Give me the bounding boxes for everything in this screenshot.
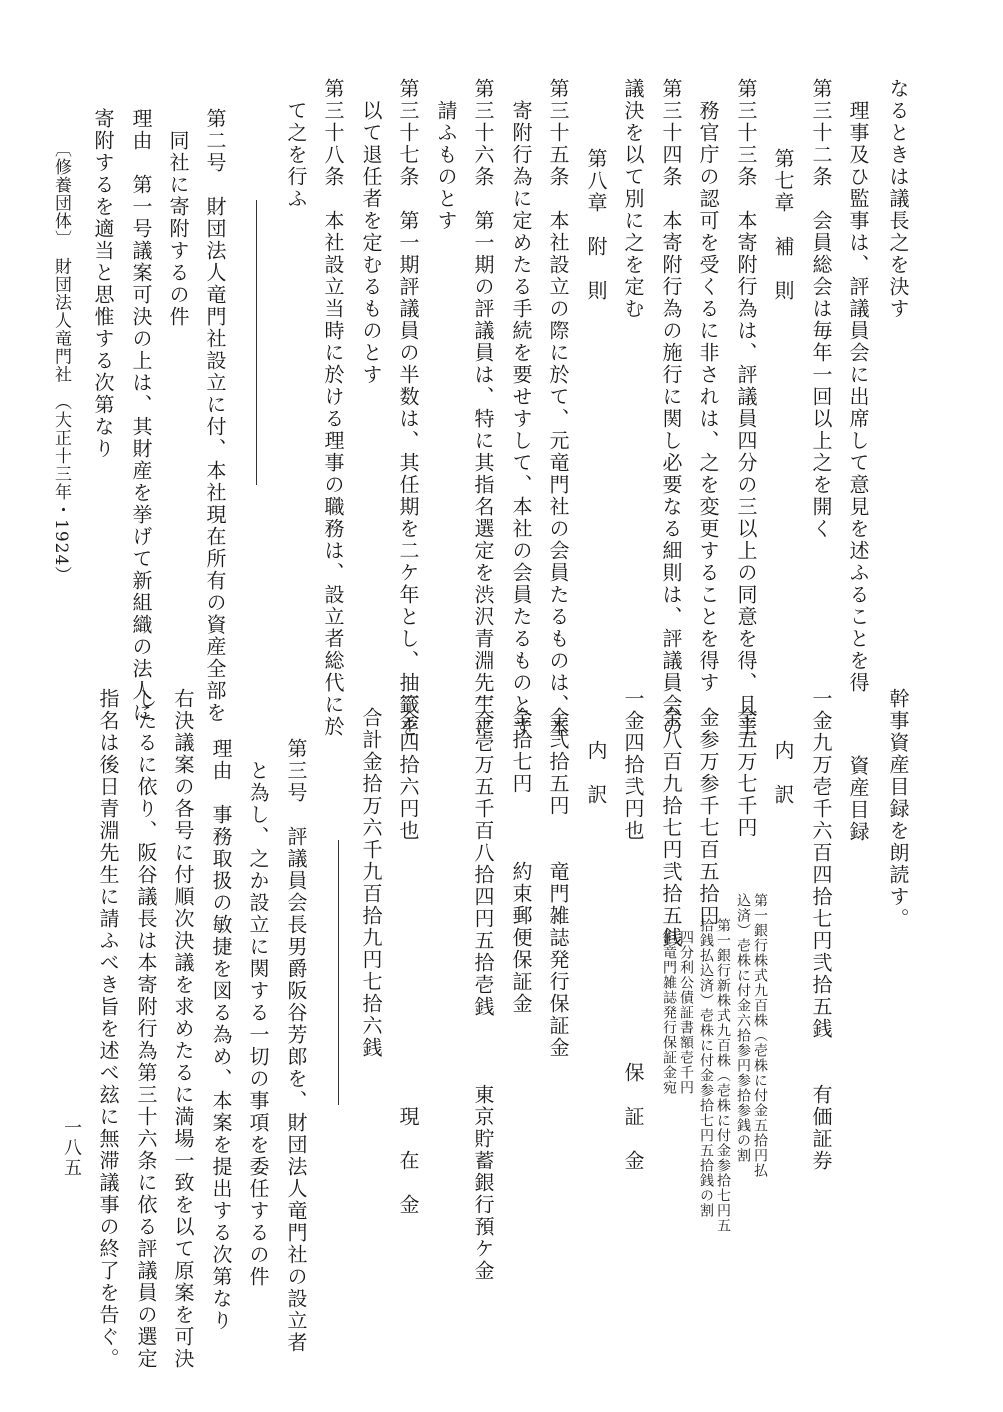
text-line: 一金四拾六円也 現 在 金 xyxy=(396,688,420,1216)
text-line: 寄附行為に定めたる手続を要せすして、本社の会員たるものとす xyxy=(509,100,533,738)
running-footer: 〔修養団体〕 財団法人竜門社 （大正十三年・1924） xyxy=(51,140,71,585)
text-line: 幹事資産目録を朗読す。 xyxy=(886,688,910,930)
text-line: 指名は後日青淵先生に請ふべき旨を述べ玆に無滞議事の終了を告ぐ。 xyxy=(96,688,120,1370)
chapter-heading: 第八章 附 則 xyxy=(584,148,608,302)
chapter-heading: 第七章 補 則 xyxy=(771,148,795,302)
text-line: と為し、之か設立に関する一切の事項を委任するの件 xyxy=(246,760,270,1288)
text-line: 同社に寄附するの件 xyxy=(166,130,190,328)
text-line: したるに依り、阪谷議長は本寄附行為第三十六条に依る評議員の選定 xyxy=(134,688,158,1370)
subheading: 内 訳 xyxy=(584,740,608,806)
text-line: 一金九万壱千六百四拾七円弐拾五銭 有価証券 xyxy=(809,688,833,1172)
text-line: 請ふものとす xyxy=(434,100,458,232)
text-line: 金弐拾五円 竜門雑誌発行保証金 xyxy=(546,707,570,1059)
text-line: 金参万参千七百五拾円 xyxy=(696,707,720,927)
text-line: 第三十八条 本社設立当時に於ける理事の職務は、設立者総代に於 xyxy=(321,78,345,738)
section-heading: 資産目録 xyxy=(846,755,870,843)
text-line: 第三十五条 本社設立の際に於て、元竜門社の会員たるものは、本 xyxy=(546,78,570,738)
page-number: 一八五 xyxy=(61,1118,82,1178)
text-line: 第三十二条 会員総会は毎年一回以上之を開く xyxy=(809,78,833,540)
text-line: 金八百九拾七円弐拾五銭 xyxy=(659,707,683,949)
text-line: 理由 第一号議案可決の上は、其財産を挙げて新組織の法人に xyxy=(129,108,153,724)
text-line: 理事及ひ監事は、評議員会に出席して意見を述ふることを得 xyxy=(846,100,870,694)
note-shares-2: 第一銀行新株式九百株（壱株に付金参拾七円五 拾銭払込済）壱株に付金参拾七円五拾銭の割 xyxy=(698,918,731,1233)
text-line: 第二号 財団法人竜門社設立に付、本社現在所有の資産全部を xyxy=(203,108,227,724)
text-line: 金五万七千円 xyxy=(734,707,758,839)
text-line: 第三十七条 第一期評議員の半数は、其任期を二ケ年とし、抽籤を xyxy=(396,78,420,738)
note-bond: 四分利公債証書額壱千円 但竜門雑誌発行保証金宛 xyxy=(661,930,694,1095)
text-line: 理由 事務取扱の敏捷を図る為め、本案を提出する次第なり xyxy=(209,738,233,1332)
text-line: 以て退任者を定むるものとす xyxy=(359,100,383,386)
text-line: 一金四拾弐円也 保 証 金 xyxy=(621,688,645,1172)
subheading: 内 訳 xyxy=(771,740,795,806)
text-line: 第三十四条 本寄附行為の施行に関し必要なる細則は、評議員会の xyxy=(659,78,683,738)
text-line: 金拾七円 約束郵便保証金 xyxy=(509,707,533,1015)
text-line: て之を行ふ xyxy=(284,100,308,210)
text-line: 一金壱万五千百八拾四円五拾壱銭 東京貯蓄銀行預ケ金 xyxy=(471,688,495,1282)
divider-line xyxy=(256,200,257,485)
text-line: 議決を以て別に之を定む xyxy=(621,78,645,320)
text-line: 第三号 評議員会長男爵阪谷芳郎を、財団法人竜門社の設立者 xyxy=(284,738,308,1354)
text-line: 寄附するを適当と思惟する次第なり xyxy=(91,108,115,460)
text-line: 右決議案の各号に付順次決議を求めたるに満場一致を以て原案を可決 xyxy=(171,688,195,1370)
divider-line xyxy=(338,840,339,1105)
text-line: なるときは議長之を決す xyxy=(886,78,910,320)
total-line: 合計金拾万六千九百拾九円七拾六銭 xyxy=(359,707,383,1059)
text-line: 第三十六条 第一期の評議員は、特に其指名選定を渋沢青淵先生に xyxy=(471,78,495,738)
text-line: 第三十三条 本寄附行為は、評議員四分の三以上の同意を得、且主 xyxy=(734,78,758,738)
note-shares-1: 第一銀行株式九百株（壱株に付金五拾円払 込済）壱株に付金六拾参円参拾参銭の割 xyxy=(735,893,768,1178)
text-line: 務官庁の認可を受くるに非されは、之を変更することを得す xyxy=(696,100,720,694)
